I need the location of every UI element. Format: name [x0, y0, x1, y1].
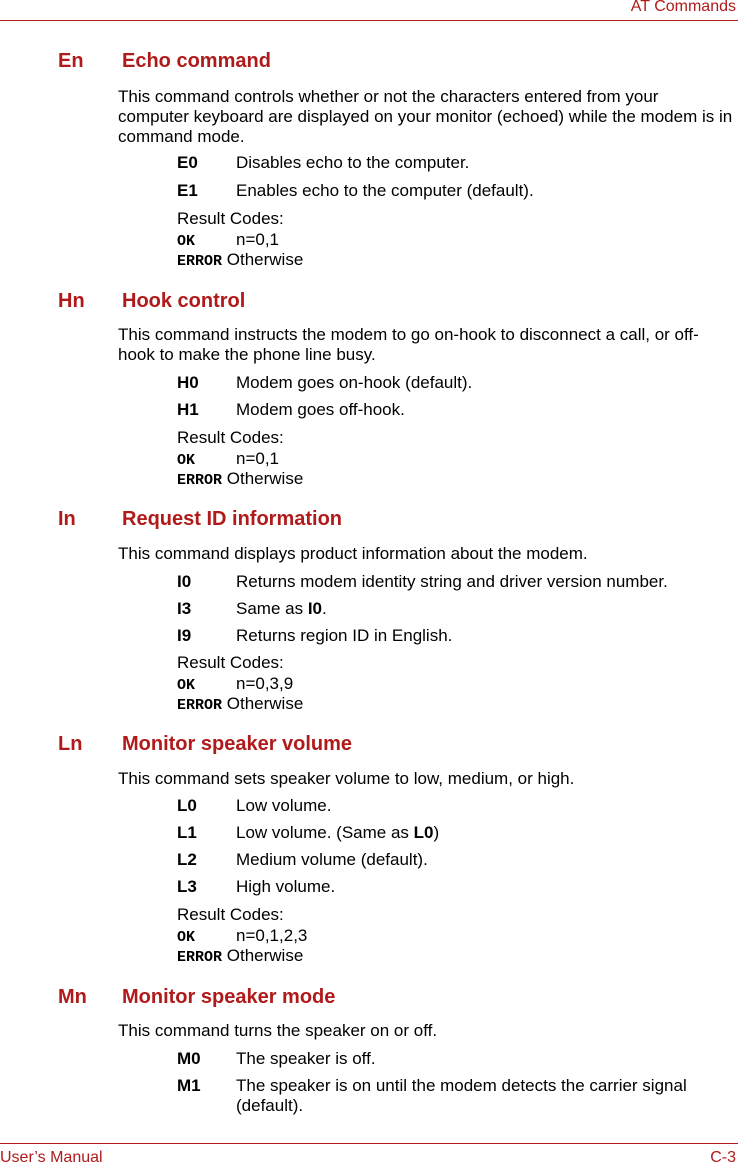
section-description: This command turns the speaker on or off.: [118, 1021, 438, 1040]
result-code-error: [177, 250, 303, 272]
code-value: n=0,1: [236, 230, 280, 249]
section-description: This command displays product information about the modem.: [118, 544, 588, 563]
section-title: Monitor speaker mode: [122, 986, 336, 1008]
option-text: The speaker is off.: [236, 1049, 376, 1068]
option-key: I0: [177, 572, 192, 591]
section-request-id-information: [0, 508, 738, 534]
header-rule: [0, 20, 738, 21]
section-description: This command controls whether or not the characters entered from your computer keyboard are displayed on your monitor (echoed) while the modem is in command mode.: [118, 87, 733, 146]
option-key: M1: [177, 1076, 201, 1095]
footer-manual-title: User’s Manual: [0, 1149, 103, 1166]
option-text-part: ): [433, 823, 440, 842]
option-key: L2: [177, 850, 197, 869]
section-echo-command: [0, 50, 738, 76]
section-description: This command sets speaker volume to low, medium, or high.: [118, 769, 575, 788]
footer-rule: [0, 1143, 738, 1144]
code-name: OK: [177, 929, 196, 946]
code-value: n=0,1: [236, 449, 280, 468]
section-title: Monitor speaker volume: [122, 733, 353, 755]
result-code-ok: [177, 926, 308, 948]
option-text-ref: L0: [413, 823, 434, 842]
section-monitor-speaker-volume: [0, 733, 738, 759]
code-name: ERROR: [177, 949, 223, 966]
code-name: ERROR: [177, 253, 223, 270]
result-code-ok: [177, 674, 294, 696]
code-value: n=0,1,2,3: [236, 926, 308, 945]
section-hook-control: [0, 290, 738, 316]
section-title: Hook control: [122, 290, 246, 312]
option-text: [236, 823, 736, 843]
section-monitor-speaker-mode: [0, 986, 738, 1012]
code-value: n=0,3,9: [236, 674, 294, 693]
option-text: Modem goes off-hook.: [236, 400, 405, 419]
footer-page-number: C-3: [710, 1149, 736, 1166]
option-text-part: Same as: [236, 599, 308, 618]
code-value: Otherwise: [226, 469, 304, 488]
command-key: Hn: [58, 290, 85, 312]
option-text: [236, 599, 736, 619]
command-key: Ln: [58, 733, 83, 755]
option-key: H1: [177, 400, 199, 419]
result-codes-label: Result Codes:: [177, 653, 284, 672]
option-key: L1: [177, 823, 197, 842]
option-key: H0: [177, 373, 199, 392]
result-code-ok: [177, 230, 280, 252]
option-text: Returns modem identity string and driver version number.: [236, 572, 668, 591]
code-value: Otherwise: [226, 250, 304, 269]
result-codes-label: Result Codes:: [177, 209, 284, 228]
result-codes-label: Result Codes:: [177, 905, 284, 924]
page-header-title: AT Commands: [630, 0, 736, 15]
option-key: M0: [177, 1049, 201, 1068]
option-text: The speaker is on until the modem detects the carrier signal (default).: [236, 1076, 687, 1115]
section-description: This command instructs the modem to go on-hook to disconnect a call, or off-hook to make the phone line busy.: [118, 325, 699, 364]
option-text-part: Low volume. (Same as: [236, 823, 414, 842]
option-key: E1: [177, 181, 198, 200]
option-key: I3: [177, 599, 192, 618]
option-text-part: .: [322, 599, 327, 618]
option-key: E0: [177, 153, 198, 172]
code-name: ERROR: [177, 697, 223, 714]
code-value: Otherwise: [226, 694, 304, 713]
code-name: ERROR: [177, 472, 223, 489]
command-key: Mn: [58, 986, 87, 1008]
section-title: Echo command: [122, 50, 271, 72]
option-text: High volume.: [236, 877, 336, 896]
result-code-ok: [177, 449, 280, 471]
code-name: OK: [177, 233, 196, 250]
option-text: Returns region ID in English.: [236, 626, 453, 645]
section-title: Request ID information: [122, 508, 343, 530]
option-key: I9: [177, 626, 192, 645]
code-name: OK: [177, 452, 196, 469]
option-text: Modem goes on-hook (default).: [236, 373, 473, 392]
code-value: Otherwise: [226, 946, 304, 965]
result-code-error: [177, 469, 303, 491]
option-key: L3: [177, 877, 197, 896]
code-name: OK: [177, 677, 196, 694]
command-key: En: [58, 50, 84, 72]
option-key: L0: [177, 796, 197, 815]
option-text: Enables echo to the computer (default).: [236, 181, 534, 200]
result-code-error: [177, 946, 303, 968]
result-codes-label: Result Codes:: [177, 428, 284, 447]
option-text: Low volume.: [236, 796, 332, 815]
option-text: Medium volume (default).: [236, 850, 428, 869]
result-code-error: [177, 694, 303, 716]
option-text-ref: I0: [307, 599, 322, 618]
command-key: In: [58, 508, 76, 530]
option-text: Disables echo to the computer.: [236, 153, 470, 172]
